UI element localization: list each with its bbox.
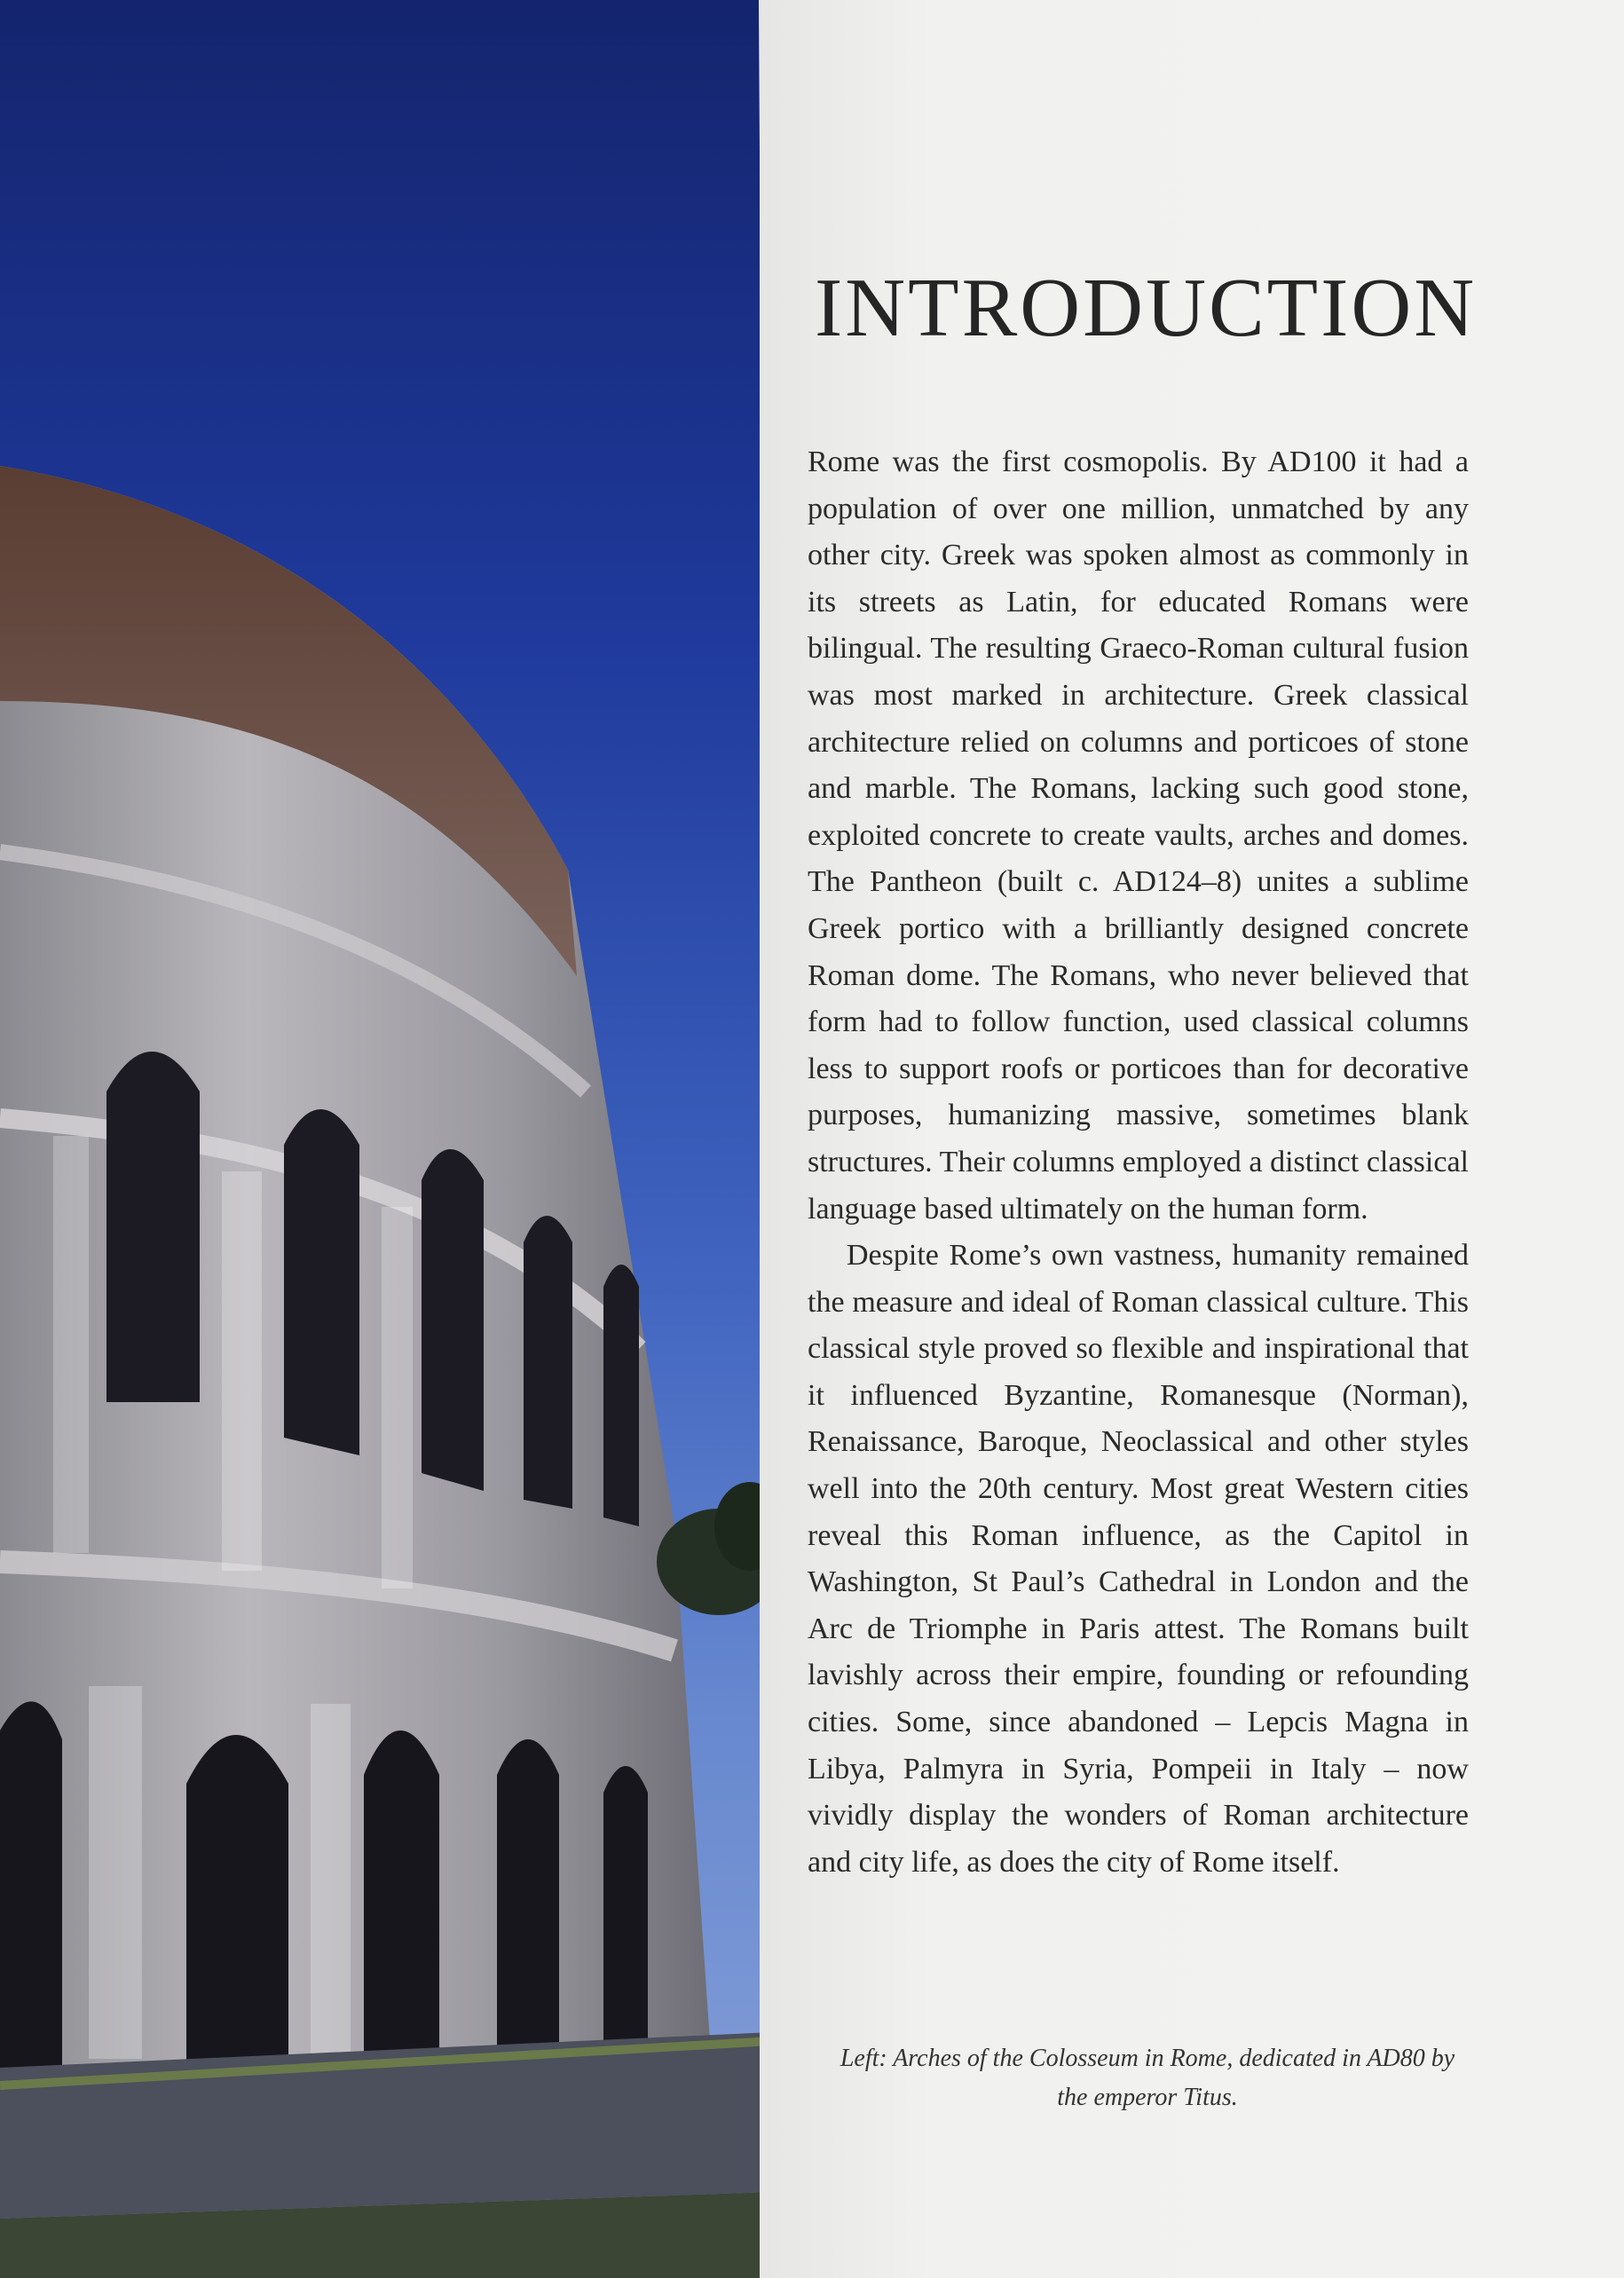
paragraph-2: Despite Rome’s own vastness, humanity remained the measure and ideal of Roman classical culture. This classical style proved so flexible and inspirational that it influenced Byzantine, Romanesque (Norman), Renaissance, Baroque, Neoclassical and other styles well into the 20th century. Most great Western cities reveal this Roman influence, as the Capitol in Washington, St Paul’s Cathedral in London and the Arc de Triomphe in Paris attest. The Romans built lavishly across their empire, founding or refounding cities. Some, since abandoned – Lepcis Magna in Libya, Palmyra in Syria, Pompeii in Italy – now vividly display the wonders of Roman architecture and city life, as does the city of Rome itself. (808, 1239, 1469, 1879)
body-text (808, 439, 1469, 1886)
colosseum-photo (0, 0, 772, 2278)
page-title: INTRODUCTION (815, 262, 1478, 354)
photo-caption: Left: Arches of the Colosseum in Rome, dedicated in AD80 by the emperor Titus. (840, 2045, 1455, 2111)
colosseum-illustration (0, 0, 772, 2278)
paragraph-1: Rome was the first cosmopolis. By AD100 it had a population of over one million, unmatched by any other city. Greek was spoken almost as commonly in its streets as Latin, for educated Romans were bilingual. The resulting Graeco-Roman cultural fusion was most marked in architecture. Greek classical architecture relied on columns and porticoes of stone and marble. The Romans, lacking such good stone, exploited concrete to create vaults, arches and domes. The Pantheon (built c. AD124–8) unites a sublime Greek portico with a brilliantly designed concrete Roman dome. The Romans, who never believed that form had to follow function, used classical columns less to support roofs or porticoes than for decorative purposes, humanizing massive, sometimes blank structures. Their columns employed a distinct classical language based ultimately on the human form. (808, 445, 1469, 1226)
